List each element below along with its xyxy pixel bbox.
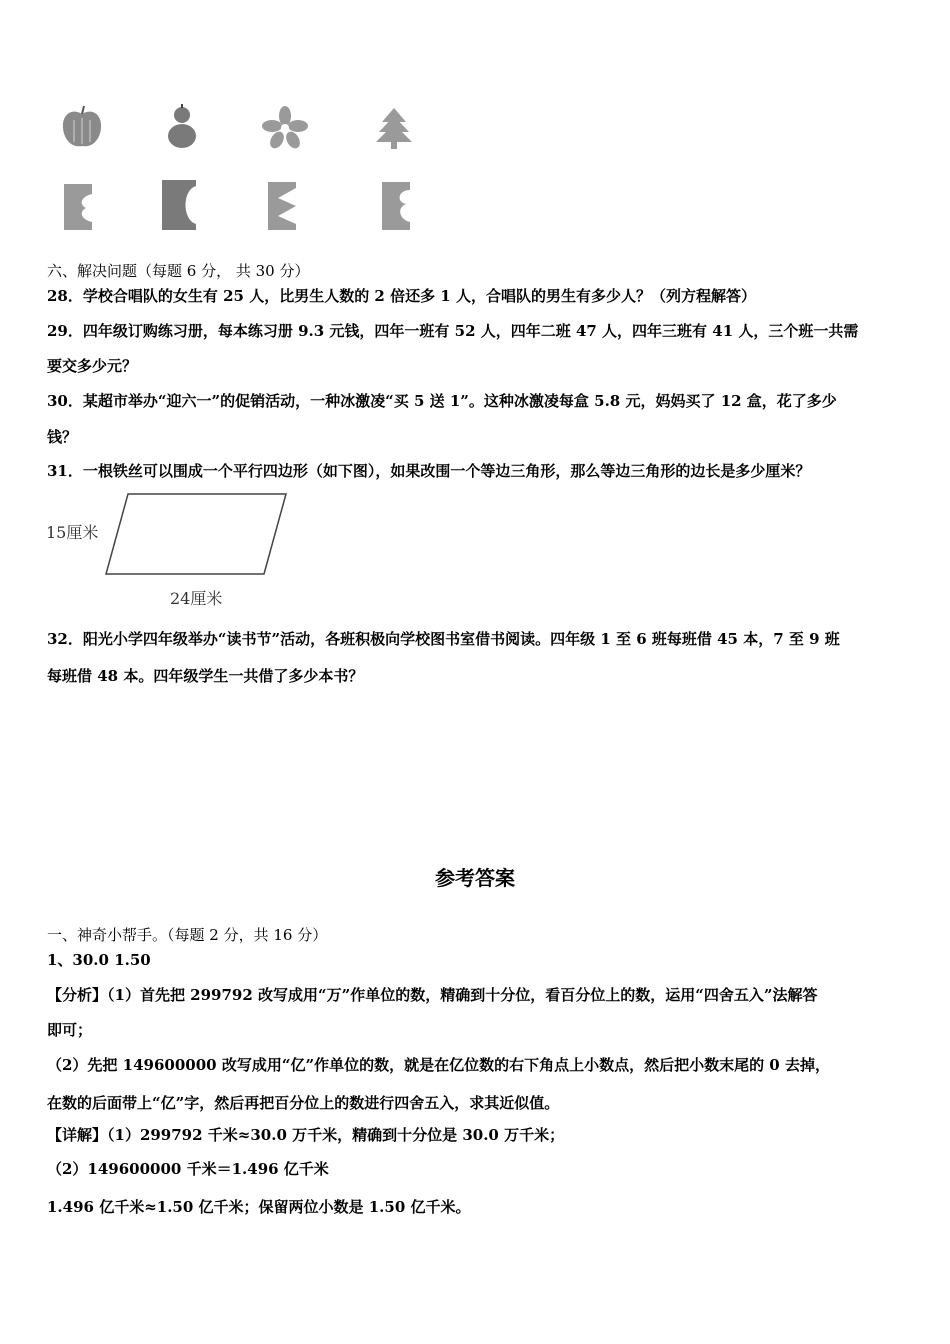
question-30-line1: 30．某超市举办“迎六一”的促销活动，一种冰激凌“买 5 送 1”。这种冰激凌每盒 5.8 元，妈妈买了 12 盒，花了多少 [47, 392, 837, 410]
question-31: 31．一根铁丝可以围成一个平行四边形（如下图），如果改围一个等边三角形，那么等边三角形的边长是多少厘米？ [47, 462, 811, 480]
analysis-line4: 在数的后面带上“亿”字，然后再把百分位上的数进行四舍五入，求其近似值。 [47, 1094, 560, 1112]
cutout-paper-1-icon [62, 182, 98, 232]
flower-icon [262, 106, 308, 150]
detail-line3: 1.496 亿千米≈1.50 亿千米；保留两位小数是 1.50 亿千米。 [47, 1198, 471, 1216]
answer-1: 1、30.0 1.50 [47, 951, 151, 969]
question-29-line1: 29．四年级订购练习册，每本练习册 9.3 元钱，四年一班有 52 人，四年二班 47 人，四年三班有 41 人，三个班一共需 [47, 322, 859, 340]
analysis-line1: 【分析】（1）首先把 299792 改写成用“万”作单位的数，精确到十分位，看百分位上的数，运用“四舍五入”法解答 [47, 986, 818, 1004]
question-30-line2: 钱？ [47, 428, 78, 446]
tree-icon [374, 106, 414, 150]
parallelogram-base-label: 24厘米 [170, 589, 223, 608]
answers-section1-heading: 一、神奇小帮手。（每题 2 分，共 16 分） [47, 926, 328, 944]
question-29-line2: 要交多少元？ [47, 357, 138, 375]
cutout-paper-3-icon [266, 180, 302, 232]
apple-icon [58, 104, 106, 150]
question-32-line2: 每班借 48 本。四年级学生一共借了多少本书？ [47, 667, 364, 685]
analysis-line3: （2）先把 149600000 改写成用“亿”作单位的数，就是在亿位数的右下角点上小数点，然后把小数末尾的 0 去掉， [47, 1056, 830, 1074]
answers-title: 参考答案 [435, 866, 515, 890]
parallelogram-side-label: 15厘米 [46, 523, 99, 542]
detail-line2: （2）149600000 千米＝1.496 亿千米 [47, 1160, 329, 1178]
section-heading: 六、解决问题（每题 6 分， 共 30 分） [47, 262, 310, 280]
detail-line1: 【详解】（1）299792 千米≈30.0 万千米，精确到十分位是 30.0 万千米； [47, 1126, 565, 1144]
parallelogram-figure [100, 490, 300, 580]
question-32-line1: 32．阳光小学四年级举办“读书节”活动，各班积极向学校图书室借书阅读。四年级 1 至 6 班每班借 45 本，7 至 9 班 [47, 630, 840, 648]
cutout-paper-2-icon [160, 178, 200, 232]
gourd-icon [162, 102, 202, 150]
cutout-paper-4-icon [380, 180, 416, 232]
analysis-line2: 即可； [47, 1021, 93, 1039]
question-28: 28．学校合唱队的女生有 25 人，比男生人数的 2 倍还多 1 人，合唱队的男生有多少人？（列方程解答） [47, 287, 756, 305]
